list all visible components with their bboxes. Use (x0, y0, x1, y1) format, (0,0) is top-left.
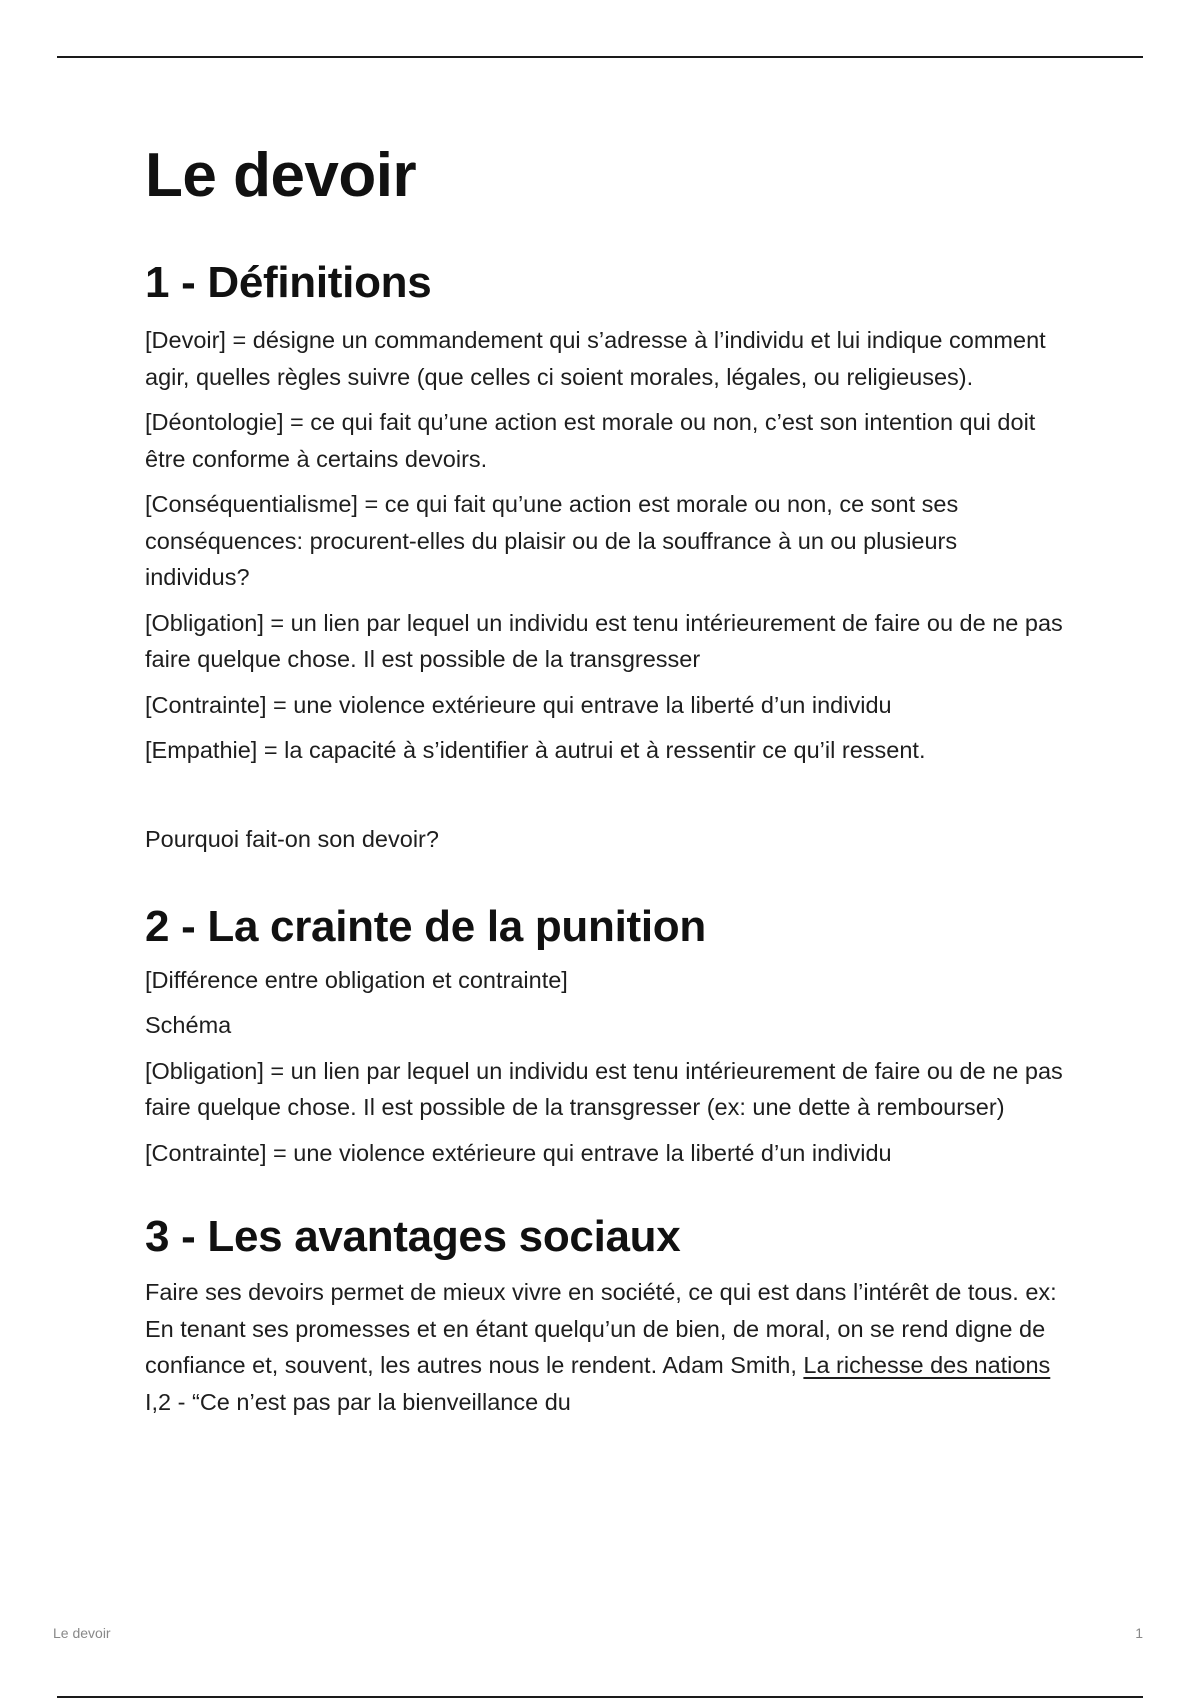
question-paragraph: Pourquoi fait-on son devoir? (145, 825, 439, 852)
document-body (145, 140, 1065, 1420)
section2-contrainte: [Contrainte] = une violence extérieure qui entrave la liberté d’un individu (145, 1139, 892, 1166)
bottom-rule (57, 1696, 1143, 1698)
section-heading-avantages: 3 - Les avantages sociaux (145, 1212, 681, 1262)
section-heading-definitions: 1 - Définitions (145, 258, 432, 308)
book-title-link[interactable]: La richesse des nations (803, 1352, 1051, 1379)
section3-paragraph (145, 1274, 1065, 1420)
definition-contrainte: [Contrainte] = une violence extérieure qui entrave la liberté d’un individu (145, 691, 892, 718)
definition-consequentialisme: [Conséquentialisme] = ce qui fait qu’une action est morale ou non, ce sont ses conséquences: procurent-elles du plaisir ou de la souffrance à un ou plusieurs individus? (145, 491, 959, 591)
definition-empathie: [Empathie] = la capacité à s’identifier à autrui et à ressentir ce qu’il ressent. (145, 737, 926, 764)
schema-label: Schéma (145, 1012, 232, 1039)
section3-text-before: Faire ses devoirs permet de mieux vivre en société, ce qui est dans l’intérêt de tous. ex: En tenant ses promesses et en étant quelqu’un de bien, de moral, on se rend digne de confiance et, souvent, les autres nous le rendent. Adam Smith, (145, 1279, 1057, 1379)
section3-text-after: I,2 - “Ce n’est pas par la bienveillance du (145, 1388, 571, 1415)
section2-subtitle: [Différence entre obligation et contrainte] (145, 966, 568, 993)
footer-document-title: Le devoir (53, 1625, 111, 1641)
page-title: Le devoir (145, 141, 417, 210)
section-heading-crainte: 2 - La crainte de la punition (145, 902, 706, 952)
definition-obligation: [Obligation] = un lien par lequel un individu est tenu intérieurement de faire ou de ne pas faire quelque chose. Il est possible de la transgresser (145, 609, 1063, 673)
definition-deontologie: [Déontologie] = ce qui fait qu’une action est morale ou non, c’est son intention qui doit être conforme à certains devoirs. (145, 409, 1036, 472)
section2-obligation: [Obligation] = un lien par lequel un individu est tenu intérieurement de faire ou de ne pas faire quelque chose. Il est possible de la transgresser (ex: une dette à rembourser) (145, 1057, 1063, 1121)
definition-devoir: [Devoir] = désigne un commandement qui s’adresse à l’individu et lui indique comment agir, quelles règles suivre (que celles ci soient morales, légales, ou religieuses). (145, 327, 1046, 390)
top-rule (57, 56, 1143, 58)
footer-page-number: 1 (1135, 1625, 1143, 1641)
